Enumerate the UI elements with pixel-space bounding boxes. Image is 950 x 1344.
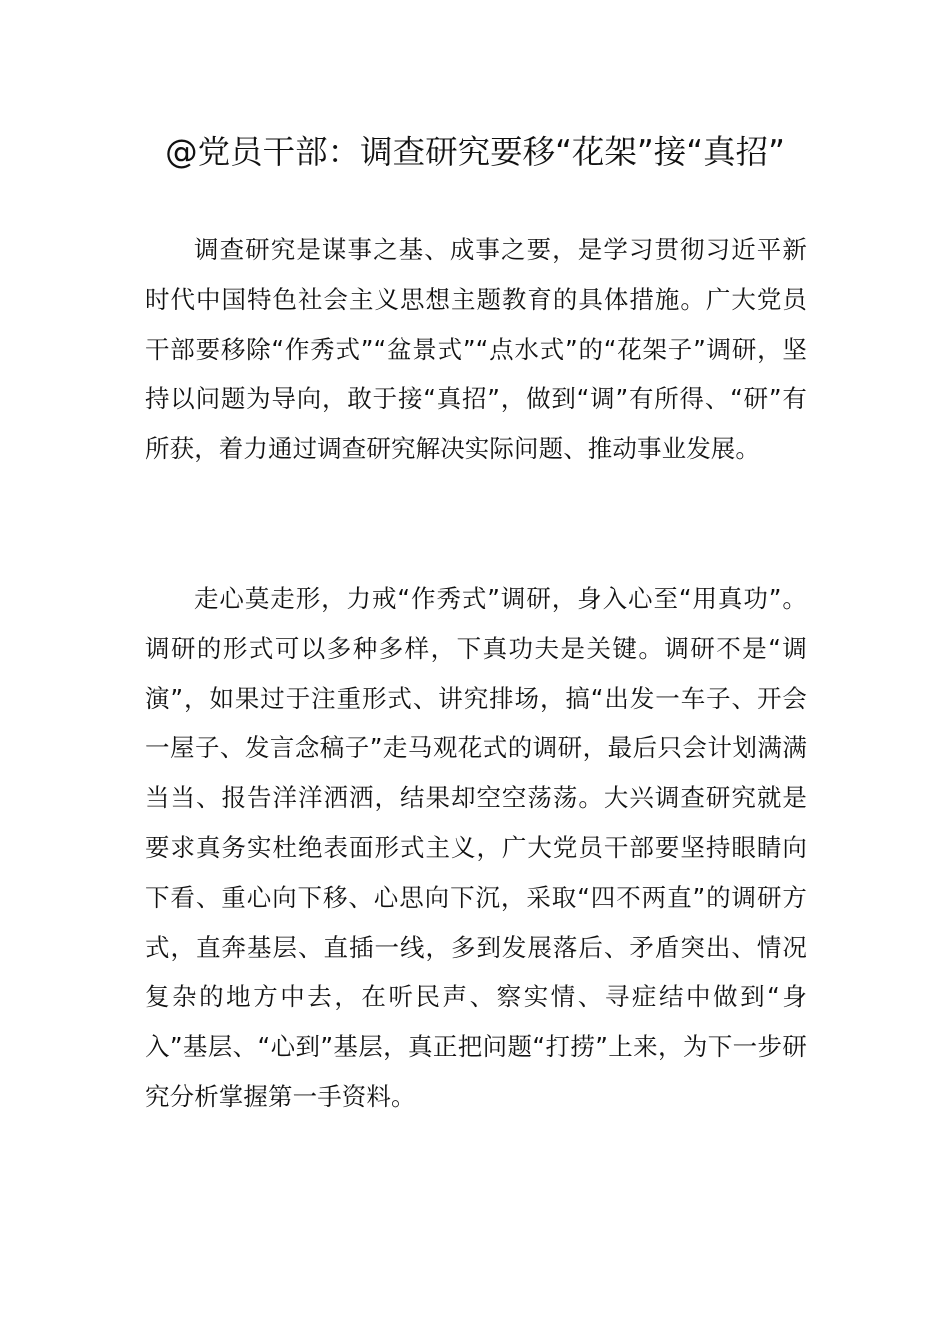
body-paragraph-2: 走心莫走形，力戒“作秀式”调研，身入心至“用真功”。调研的形式可以多种多样，下真功夫是关键。调研不是“调演”，如果过于注重形式、讲究排场，搞“出发一车子、开会一屋子、发言念稿子”走马观花式的调研，最后只会计划满满当当、报告洋洋洒洒，结果却空空荡荡。大兴调查研究就是要求真务实杜绝表面形式主义，广大党员干部要坚持眼睛向下看、重心向下移、心思向下沉，采取“四不两直”的调研方式，直奔基层、直插一线，多到发展落后、矛盾突出、情况复杂的地方中去，在听民声、察实情、寻症结中做到“身入”基层、“心到”基层，真正把问题“打捞”上来，为下一步研究分析掌握第一手资料。 — [145, 584, 807, 1111]
document-title: @党员干部：调查研究要移“花架”接“真招” — [165, 133, 785, 171]
body-paragraph-1: 调查研究是谋事之基、成事之要，是学习贯彻习近平新时代中国特色社会主义思想主题教育的具体措施。广大党员干部要移除“作秀式”“盆景式”“点水式”的“花架子”调研，坚持以问题为导向，敢于接“真招”，做到“调”有所得、“研”有所获，着力通过调查研究解决实际问题、推动事业发展。 — [145, 235, 807, 464]
